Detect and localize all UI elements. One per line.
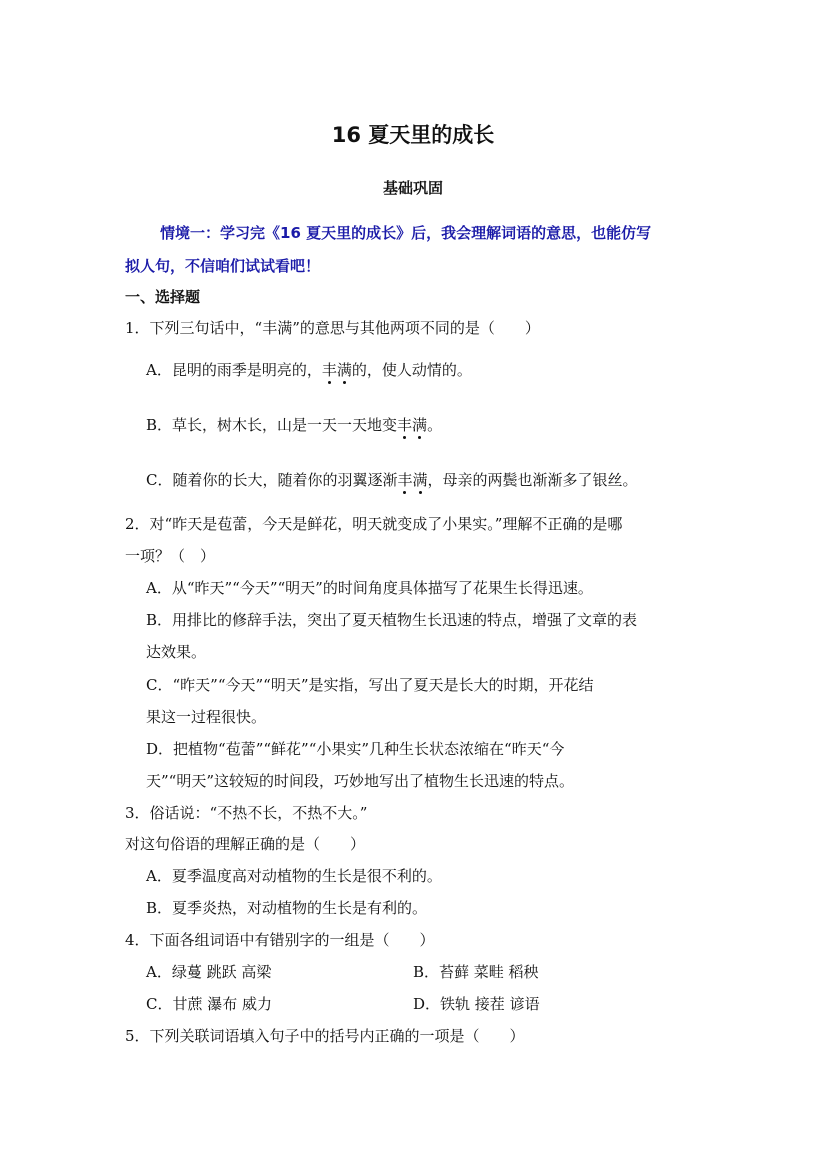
q2-option-c-line-1: C．“昨天”“今天”“明天”是实指，写出了夏天是长大的时期，开花结 <box>146 676 594 694</box>
q2-option-b-line-2: 达效果。 <box>146 643 207 661</box>
q2-option-d-line-1: D．把植物“苞蕾”“鲜花”“小果实”几种生长状态浓缩在“昨天“今 <box>146 740 565 758</box>
q4-option-a: A．绿蔓 跳跃 高梁 <box>146 963 272 981</box>
q3-option-b: B．夏季炎热，对动植物的生长是有利的。 <box>146 899 428 917</box>
emphasis-char: 满 <box>412 471 428 489</box>
section-heading: 一、选择题 <box>125 288 201 306</box>
q2-option-b-line-1: B．用排比的修辞手法，突出了夏天植物生长迅速的特点，增强了文章的表 <box>146 611 638 629</box>
emphasis-char: 满 <box>336 361 352 379</box>
q3-stem-line-1: 3．俗话说：“不热不长，不热不大。” <box>125 804 368 822</box>
q1-b-text-post: 。 <box>427 416 443 434</box>
q4-option-d: D．铁轨 接茬 谚语 <box>413 995 540 1013</box>
q1-c-text-post: ，母亲的两鬓也渐渐多了银丝。 <box>427 471 638 489</box>
q4-option-c: C．甘蔗 瀑布 威力 <box>146 995 273 1013</box>
q2-option-c-line-2: 果这一过程很快。 <box>146 708 267 726</box>
q2-stem-line-2: 一项？（ ） <box>125 547 216 565</box>
q4-option-b: B．苔藓 菜畦 稻秧 <box>413 963 539 981</box>
q5-stem: 5．下列关联词语填入句子中的括号内正确的一项是（ ） <box>125 1027 525 1045</box>
q1-option-c <box>146 470 638 490</box>
q4-stem: 4．下面各组词语中有错别字的一组是（ ） <box>125 931 435 949</box>
page-title: 16 夏天里的成长 <box>331 123 495 147</box>
emphasis-char: 丰 <box>321 361 337 379</box>
emphasis-char: 丰 <box>397 471 413 489</box>
q1-c-text-pre: C．随着你的长大，随着你的羽翼逐渐 <box>146 471 398 489</box>
q3-stem-line-2: 对这句俗语的理解正确的是（ ） <box>125 835 366 853</box>
q2-option-d-line-2: 天”“明天”这较短的时间段，巧妙地写出了植物生长迅速的特点。 <box>146 772 575 790</box>
q2-option-a: A．从“昨天”“今天”“明天”的时间角度具体描写了花果生长得迅速。 <box>146 579 593 597</box>
q3-option-a: A．夏季温度高对动植物的生长是很不利的。 <box>146 867 442 885</box>
q2-stem-line-1: 2．对“昨天是苞蕾，今天是鲜花，明天就变成了小果实。”理解不正确的是哪 <box>125 515 623 533</box>
emphasis-char: 满 <box>412 416 428 434</box>
q1-a-text-post: 的，使人动情的。 <box>351 361 472 379</box>
page-subtitle: 基础巩固 <box>382 179 443 197</box>
q1-option-b <box>146 415 442 435</box>
q1-b-text-pre: B．草长，树木长，山是一天一天地变 <box>146 416 398 434</box>
intro-line-1: 情境一：学习完《16 夏天里的成长》后，我会理解词语的意思，也能仿写 <box>160 224 652 242</box>
q1-stem: 1．下列三句话中，“丰满”的意思与其他两项不同的是（ ） <box>125 319 540 337</box>
emphasis-char: 丰 <box>397 416 413 434</box>
intro-line-2: 拟人句，不信咱们试试看吧！ <box>125 257 321 275</box>
q1-a-text-pre: A．昆明的雨季是明亮的， <box>146 361 322 379</box>
q1-option-a <box>146 360 472 380</box>
